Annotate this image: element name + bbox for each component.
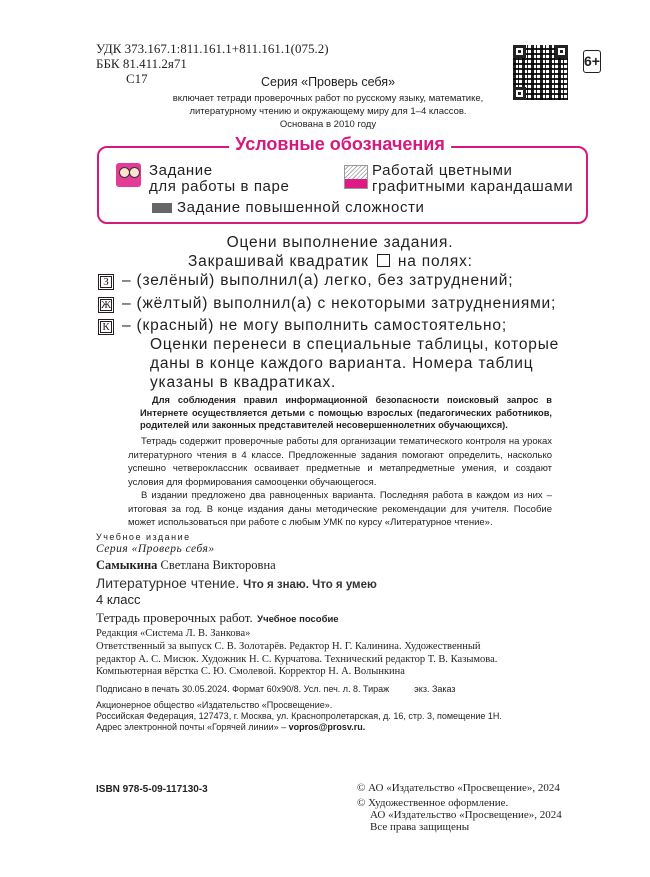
green-mark: З (98, 274, 114, 290)
square-icon (377, 254, 390, 267)
pair-work-label: Задание (149, 162, 213, 179)
description-paragraph: В издании предложено два равноценных варианта. Последняя работа в каждом из них – итоговая за год. В конце издания даны методические рекомендации для учителя. Пособие может использоваться при работе с любым УМК по курсу «Литературное чтение». (128, 490, 552, 528)
author-last-name: Самыкина (96, 558, 158, 572)
grade: 4 класс (96, 592, 141, 607)
udk-code: УДК 373.167.1:811.161.1+811.161.1(075.2) (96, 41, 329, 56)
green-mark-text: – (зелёный) выполнил(а) легко, без затруднений; (122, 272, 514, 289)
evaluation-heading: Оцени выполнение задания. (226, 234, 454, 251)
bbk-code: ББК 81.411.2я71 (96, 56, 187, 71)
imprint-series: Серия «Проверь себя» (96, 543, 215, 555)
email-label: Адрес электронной почты «Горячей линии» – (96, 722, 287, 732)
pencils-icon (344, 165, 368, 189)
yellow-mark-text: – (жёлтый) выполнил(а) с некоторыми затруднениями; (122, 295, 557, 312)
pencils-label: Работай цветными (372, 162, 513, 179)
hard-task-icon (152, 203, 172, 213)
evaluation-note: указаны в квадратиках. (150, 374, 337, 391)
qr-code (513, 45, 568, 100)
evaluation-note: даны в конце каждого варианта. Номера таблиц (150, 355, 534, 372)
copyright-line: © Художественное оформление. (357, 797, 509, 809)
copyright-line: АО «Издательство «Просвещение», 2024 (370, 809, 562, 821)
series-line: Основана в 2010 году (279, 119, 377, 130)
author (96, 558, 276, 573)
hotline-email (96, 722, 365, 732)
author-mark: С17 (126, 71, 148, 86)
red-mark: К (98, 319, 114, 335)
series-line: литературному чтению и окружающему миру для 1–4 классов. (189, 106, 467, 117)
pair-work-label: для работы в паре (149, 178, 290, 195)
copyright-line: Все права защищены (370, 821, 470, 833)
pair-work-icon (116, 163, 141, 187)
series-title: Серия «Проверь себя» (260, 75, 396, 89)
book-type (96, 609, 339, 627)
type-main: Тетрадь проверочных работ. (96, 610, 253, 625)
hard-task-label: Задание повышенной сложности (177, 199, 425, 216)
book-title (96, 575, 377, 591)
isbn: ISBN 978-5-09-117130-3 (96, 784, 208, 795)
instruction-text: на полях: (397, 253, 473, 270)
edition-type: Учебное издание (96, 532, 191, 542)
type-sub: Учебное пособие (257, 614, 339, 625)
credits-line: Компьютерная вёрстка С. Ю. Смолевой. Корректор Н. А. Волынкина (96, 666, 405, 677)
legend-title: Условные обозначения (229, 134, 451, 155)
yellow-mark: Ж (98, 297, 114, 313)
credits-line: Ответственный за выпуск С. В. Золотарёв. Редактор Н. Г. Калинина. Художественный (96, 641, 481, 652)
email-link[interactable]: vopros@prosv.ru. (288, 722, 366, 732)
publisher: Акционерное общество «Издательство «Просвещение». (96, 700, 333, 710)
copyright-line: © АО «Издательство «Просвещение», 2024 (357, 782, 560, 794)
author-first-name: Светлана Викторовна (160, 558, 276, 572)
editorial: Редакция «Система Л. В. Занкова» (96, 628, 251, 639)
pencils-label: графитными карандашами (372, 178, 574, 195)
print-info: Подписано в печать 30.05.2024. Формат 60x90/8. Усл. печ. л. 8. Тираж экз. Заказ (96, 684, 456, 694)
series-line: включает тетради проверочных работ по русскому языку, математике, (172, 93, 484, 104)
red-mark-text: – (красный) не могу выполнить самостоятельно; (122, 317, 507, 334)
title-sub: Что я знаю. Что я умею (243, 579, 377, 591)
instruction-text: Закрашивай квадратик (188, 253, 369, 270)
publisher-address: Российская Федерация, 127473, г. Москва, ул. Краснопролетарская, д. 16, стр. 3, помещение 1Н. (96, 711, 502, 721)
safety-notice: Для соблюдения правил информационной безопасности поисковый запрос в Интернете осуществляется детьми с помощью взрослых (педагогических работников, родителей или законных представителей несовершеннолетних обучающихся). (140, 395, 552, 430)
credits-line: редактор А. С. Мисюк. Художник Н. С. Курчатова. Технический редактор Т. В. Казымова. (96, 654, 498, 665)
evaluation-instruction (188, 253, 473, 271)
age-rating-badge: 6+ (583, 50, 601, 73)
description-paragraph: Тетрадь содержит проверочные работы для организации тематического контроля на уроках литературного чтения в 4 классе. Предложенные задания помогают определить, насколько успешно четвероклассник осваивает предметные и метапредметные умения, и создают условия для формирования самооценки обучающегося. (128, 436, 552, 488)
evaluation-note: Оценки перенеси в специальные таблицы, которые (150, 336, 560, 353)
title-main: Литературное чтение. (96, 575, 240, 591)
